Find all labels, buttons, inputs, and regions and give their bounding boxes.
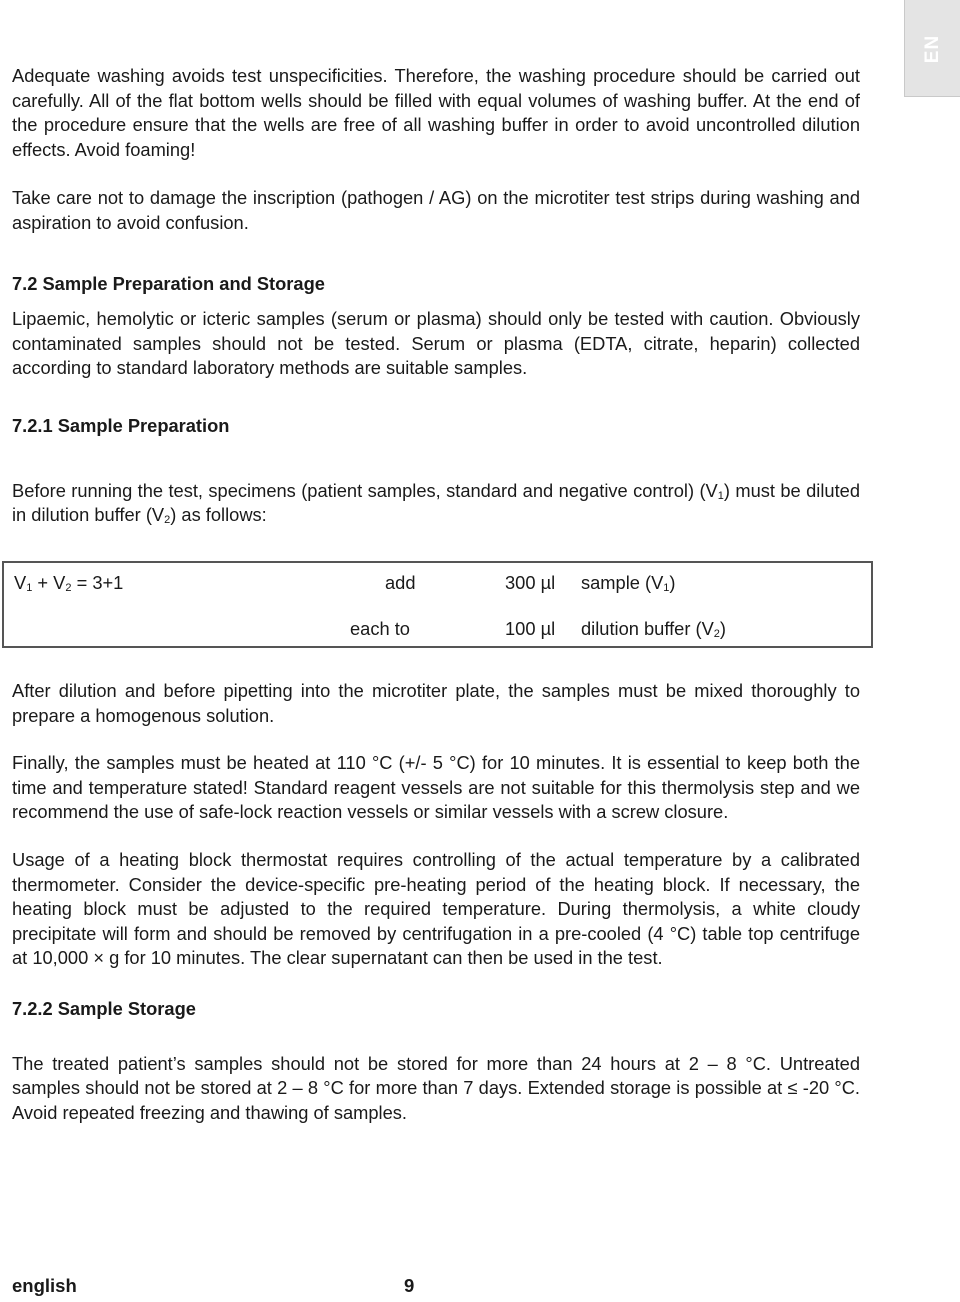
row1-item-b: ) (669, 572, 676, 593)
section-7-2-heading: 7.2 Sample Preparation and Storage (12, 272, 325, 294)
dilution-intro-sub-2: 2 (164, 514, 171, 527)
row2-item-a: dilution buffer (V (581, 618, 714, 639)
storage-paragraph: The treated patient’s samples should not be stored for more than 24 hours at 2 – 8 °C. Untreated samples should not be stored at 2 – 8 °C for more than 7 days. Extended storage is possible at ≤ -20 °C. Avoid repeated freezing and thawing of samples. (12, 1052, 860, 1123)
washing-paragraph: Adequate washing avoids test unspecificities. Therefore, the washing procedure should be carried out carefully. All of the flat bottom wells should be filled with equal volumes of washing buffer. At the end of the procedure ensure that the wells are free of all washing buffer in order to avoid uncontrolled dilution effects. Avoid foaming! (12, 65, 860, 160)
row2-item-sub: 2 (713, 628, 720, 640)
footer-language: english (12, 1275, 77, 1296)
footer-page-number: 9 (404, 1275, 415, 1296)
row1-action: add (385, 572, 416, 593)
mixing-paragraph: After dilution and before pipetting into the microtiter plate, the samples must be mixed thoroughly to prepare a homogenous solution. (12, 680, 860, 726)
row1-amount: 300 µl (505, 572, 556, 593)
dilution-ratio-sub-2: 2 (65, 582, 72, 594)
page-content (12, 64, 860, 528)
dilution-table (2, 561, 873, 648)
heating-paragraph: Finally, the samples must be heated at 110 °C (+/- 5 °C) for 10 minutes. It is essential to keep both the time and temperature stated! Standard reagent vessels are not suitable for this thermolysis step and we recommend the use of safe-lock reaction vessels or similar vessels with a screw closure. (12, 752, 860, 823)
dilution-intro-paragraph (12, 479, 860, 528)
language-tab-label: EN (921, 34, 943, 64)
section-7-2-1-heading: 7.2.1 Sample Preparation (12, 414, 230, 436)
inscription-paragraph: Take care not to damage the inscription (pathogen / AG) on the microtiter test strips during washing and aspiration to avoid confusion. (12, 187, 860, 233)
dilution-ratio-c: = 3+1 (71, 572, 124, 593)
language-tab (904, 0, 960, 97)
row1-item-sub: 1 (663, 582, 670, 594)
dilution-ratio-sub-1: 1 (26, 582, 33, 594)
dilution-ratio (14, 571, 123, 595)
dilution-intro-sub-1: 1 (717, 489, 724, 502)
thermostat-paragraph: Usage of a heating block thermostat requires controlling of the actual temperature by a calibrated thermometer. Consider the device-specific pre-heating period of the heating block. If necessary, the heating block must be adjusted to the required temperature. During thermolysis, a white cloudy precipitate will form and should be removed by centrifugation in a pre-cooled (4 °C) table top centrifuge at 10,000 × g for 10 minutes. The clear supernatant can then be used in the test. (12, 848, 860, 969)
section-7-2-paragraph: Lipaemic, hemolytic or icteric samples (serum or plasma) should only be tested with caution. Obviously contaminated samples should not be tested. Serum or plasma (EDTA, citrate, heparin) collected according to standard laboratory methods are suitable samples. (12, 308, 860, 379)
page-content-lower (12, 679, 860, 1125)
dilution-intro-text-a: Before running the test, specimens (patient samples, standard and negative control) (V (12, 479, 718, 501)
dilution-ratio-a: V (14, 572, 27, 593)
row1-item (581, 571, 676, 595)
dilution-ratio-b: + V (32, 572, 66, 593)
section-7-2-2-heading: 7.2.2 Sample Storage (12, 997, 196, 1019)
dilution-intro-text-c: ) as follows: (170, 504, 267, 526)
row2-item-b: ) (719, 618, 727, 639)
row2-action: each to (350, 618, 410, 639)
dilution-intro-text-b: ) must be diluted in dilution buffer (V (12, 479, 860, 526)
row1-item-a: sample (V (581, 572, 664, 593)
row2-item (581, 617, 726, 641)
row2-amount: 100 µl (505, 618, 556, 639)
